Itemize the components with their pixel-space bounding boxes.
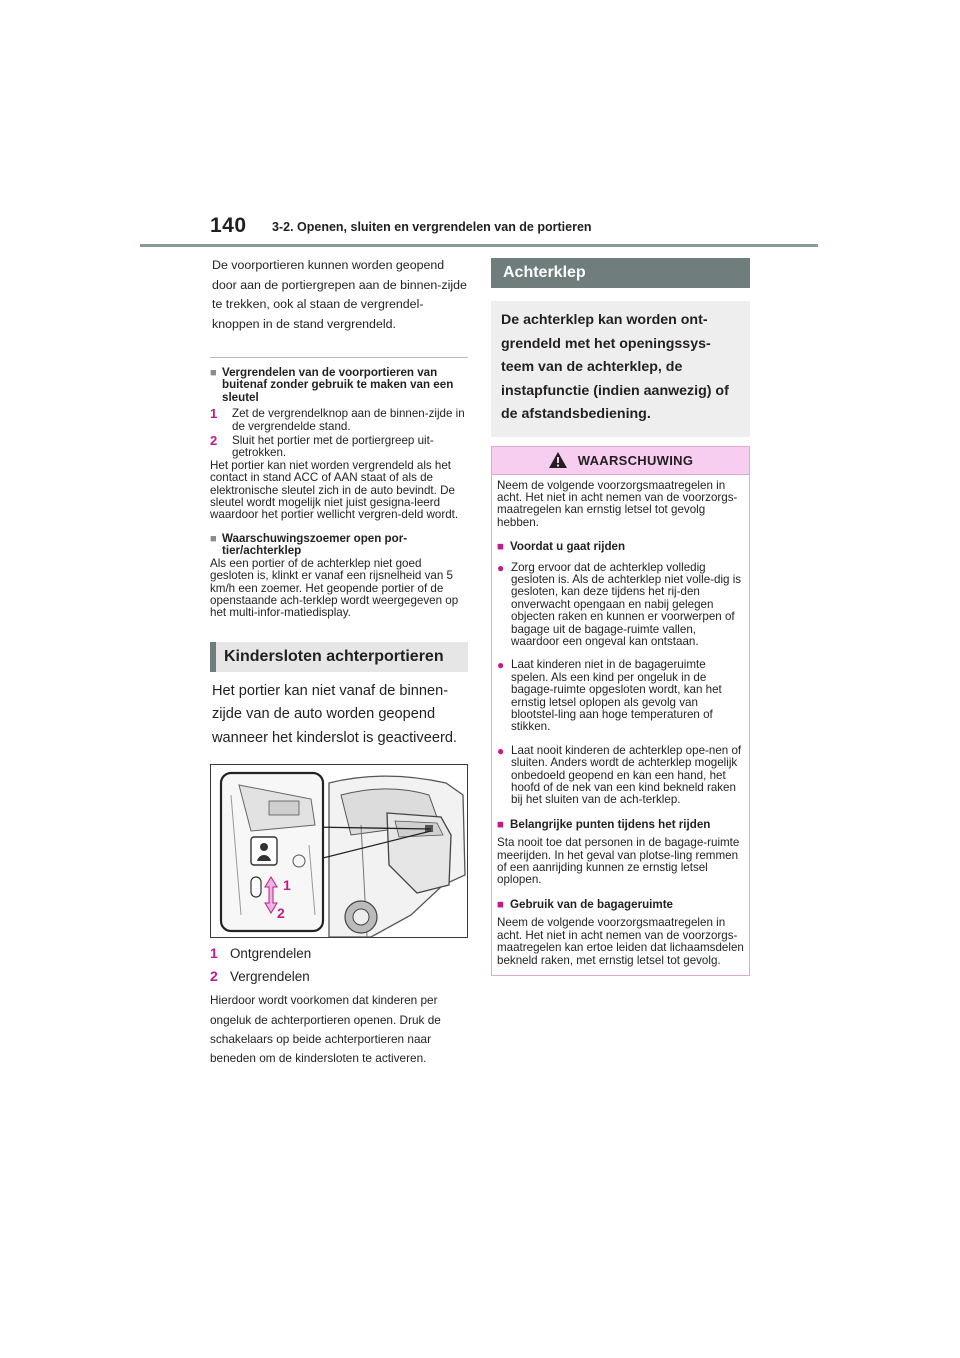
lock-note: Het portier kan niet worden vergrendeld als het contact in stand ACC of AAN staat of als de elektronische sleutel zich in de auto bevindt. De sleutel wordt mogelijk niet juist gesigna-leerd waardoor het portier wellicht vergren-deld wordt. xyxy=(210,458,459,522)
child-lock-lead: Het portier kan niet vanaf de binnen-zijde van de auto worden geopend wanneer het kinderslot is geactiveerd. xyxy=(212,682,457,746)
legend-lock: 2 Vergrendelen xyxy=(210,968,310,985)
square-bullet-icon: ■ xyxy=(497,897,505,911)
closing-paragraph: Hierdoor wordt voorkomen dat kinderen per ongeluk de achterportieren openen. Druk de schakelaars op beide achterportieren naar beneden om de kindersloten te activeren. xyxy=(210,993,441,1066)
subheading-warning-buzzer: ■ Waarschuwingszoemer open por-tier/achterklep xyxy=(210,531,408,558)
warning-triangle-icon xyxy=(548,451,568,469)
step-2: 2 Sluit het portier met de portiergreep uit-getrokken. xyxy=(210,433,434,460)
divider xyxy=(210,357,468,358)
warning-box xyxy=(491,446,750,976)
buzzer-text: Als een portier of de achterklep niet goed gesloten is, klinkt er vanaf een rijsnelheid van 5 km/h een zoemer. Het geopende portier of de openstaande ach-terklep wordt weergegeven op het multi-infor-matiedisplay. xyxy=(210,556,459,620)
round-bullet-icon: ● xyxy=(497,560,505,575)
square-bullet-icon: ■ xyxy=(210,532,217,545)
square-bullet-icon: ■ xyxy=(210,367,217,379)
intro-paragraph: De voorportieren kunnen worden geopend door aan de portiergrepen aan de binnen-zijde te trekken, ook al staan de vergrendel-knoppen in de stand vergrendeld. xyxy=(212,258,467,331)
warning-bullet: ● Laat nooit kinderen de achterklep ope-nen of sluiten. Anders wordt de achterklep mogelijk onbedoeld geopend en kan een hand, het hoofd of de nek van een kind bekneld raken bij het sluiten van de ach-terklep. xyxy=(497,743,742,807)
warning-header: WAARSCHUWING xyxy=(492,447,749,475)
section-title-tailgate: Achterklep xyxy=(491,258,750,288)
figure-label-2: 2 xyxy=(277,905,285,922)
subheading-lock-from-outside: ■ Vergrendelen van de voorportieren van buitenaf zonder gebruik te maken van een sleutel xyxy=(210,366,454,404)
child-lock-illustration xyxy=(210,764,468,938)
round-bullet-icon: ● xyxy=(497,658,505,673)
square-bullet-icon: ■ xyxy=(497,817,505,831)
chapter-title: 3-2. Openen, sluiten en vergrendelen van de portieren xyxy=(272,220,592,234)
square-bullet-icon: ■ xyxy=(497,540,505,554)
warning-sub-driving: ■ Belangrijke punten tijdens het rijden xyxy=(497,817,711,831)
tailgate-summary: De achterklep kan worden ont-grendeld met het openingssys-teem van de achterklep, de instapfunctie (indien aanwezig) of de afstandsbediening. xyxy=(491,301,750,437)
warning-sub-before-driving: ■ Voordat u gaat rijden xyxy=(497,540,626,554)
section-title-child-locks: Kindersloten achterportieren xyxy=(210,642,468,672)
figure-label-1: 1 xyxy=(283,877,291,894)
warning-bullet: ● Laat kinderen niet in de bagageruimte spelen. Als een kind per ongeluk in de bagage-ruimte opgesloten wordt, kan het ernstig letsel oplopen als gevolg van blootstel-ling aan hoge temperaturen of stikken. xyxy=(497,658,722,734)
right-column xyxy=(491,258,750,976)
warning-bullet: ● Zorg ervoor dat de achterklep volledig gesloten is. Als de achterklep niet volle-dig is gesloten, kan deze tijdens het rij-den onverwacht opengaan en nabij gelegen objecten raken en kunnen er voorwerpen of bagage uit de bagage-ruimte vallen, waardoor een ongeval kan ontstaan. xyxy=(497,560,742,648)
left-column xyxy=(210,256,468,1069)
legend-unlock: 1 Ontgrendelen xyxy=(210,945,312,962)
car-door-illustration xyxy=(211,765,468,938)
warning-driving-text: Sta nooit toe dat personen in de bagage-ruimte meerijden. In het geval van plotse-ling remmen of een aanrijding kunnen ze ernstig letsel oplopen. xyxy=(497,836,740,887)
warning-intro: Neem de volgende voorzorgsmaatregelen in acht. Het niet in acht nemen van de voorzorgs-maatregelen kan ernstig letsel tot gevolg hebben. xyxy=(497,478,738,529)
round-bullet-icon: ● xyxy=(497,743,505,758)
warning-sub-luggage: ■ Gebruik van de bagageruimte xyxy=(497,897,674,911)
step-1: 1 Zet de vergrendelknop aan de binnen-zijde in de vergrendelde stand. xyxy=(210,406,465,433)
warning-luggage-text: Neem de volgende voorzorgsmaatregelen in acht. Het niet in acht nemen van de voorzorgs-maatregelen kan ertoe leiden dat lichaamsdelen bekneld raken, met ernstig letsel tot gevolg. xyxy=(497,916,744,967)
warning-body xyxy=(492,475,749,975)
header-rule xyxy=(140,244,818,247)
page-number: 140 xyxy=(210,214,247,237)
